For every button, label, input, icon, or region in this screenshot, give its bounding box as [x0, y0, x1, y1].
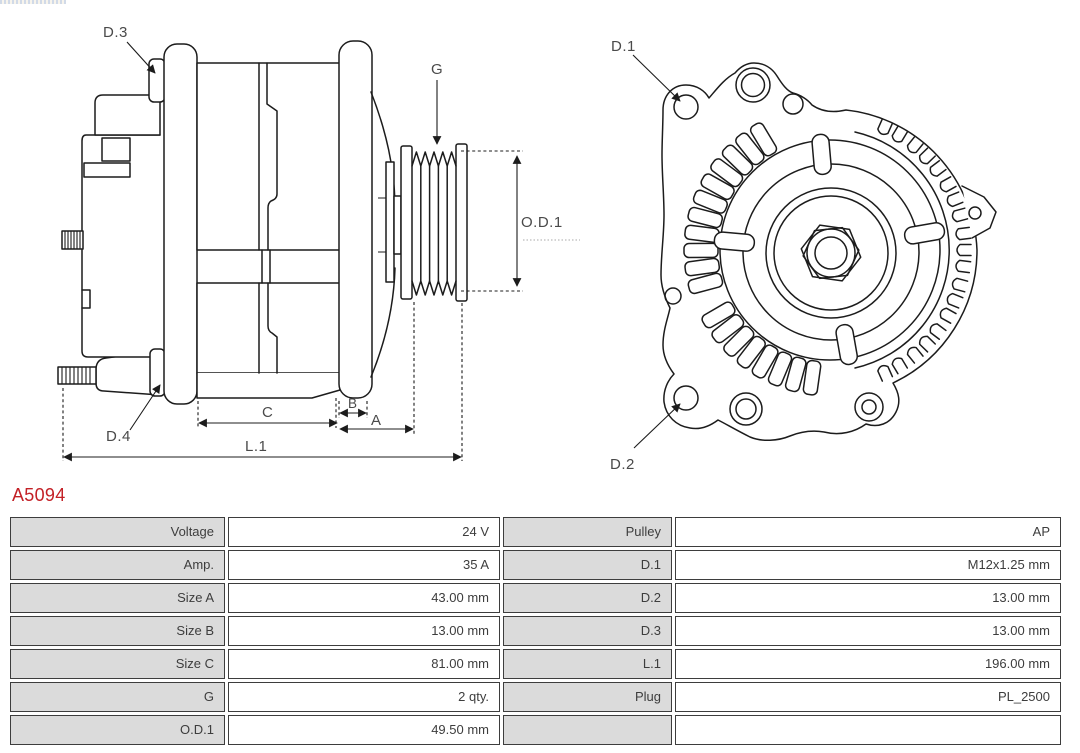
spec-label: Voltage	[10, 517, 225, 547]
spec-value: 2 qty.	[228, 682, 500, 712]
spec-label: D.2	[503, 583, 672, 613]
spec-label: Size B	[10, 616, 225, 646]
spec-value	[675, 715, 1061, 745]
dim-label-d2: D.2	[610, 456, 635, 473]
dim-label-a: A	[371, 412, 382, 429]
spec-value: PL_2500	[675, 682, 1061, 712]
spec-label	[503, 715, 672, 745]
spec-label: Pulley	[503, 517, 672, 547]
spec-value: 13.00 mm	[675, 616, 1061, 646]
dim-label-b: B	[348, 396, 358, 411]
spec-label: G	[10, 682, 225, 712]
spec-label: D.1	[503, 550, 672, 580]
dim-label-d4: D.4	[106, 428, 131, 445]
spec-label: L.1	[503, 649, 672, 679]
dim-label-g: G	[431, 61, 444, 78]
spec-table	[10, 517, 1063, 745]
dim-label-d3: D.3	[103, 24, 128, 41]
spec-label: Size A	[10, 583, 225, 613]
spec-label: Size C	[10, 649, 225, 679]
spec-value: 196.00 mm	[675, 649, 1061, 679]
spec-value: 49.50 mm	[228, 715, 500, 745]
spec-value: 13.00 mm	[228, 616, 500, 646]
spec-label: Amp.	[10, 550, 225, 580]
spec-value: 24 V	[228, 517, 500, 547]
dim-label-d1: D.1	[611, 38, 636, 55]
spec-value: 13.00 mm	[675, 583, 1061, 613]
spec-value: 81.00 mm	[228, 649, 500, 679]
dim-label-c: C	[262, 404, 274, 421]
spec-value: 35 A	[228, 550, 500, 580]
spec-value: AP	[675, 517, 1061, 547]
spec-value: 43.00 mm	[228, 583, 500, 613]
dim-label-l1: L.1	[245, 438, 268, 455]
front-view-drawing	[610, 38, 996, 473]
spec-label: Plug	[503, 682, 672, 712]
spec-value: M12x1.25 mm	[675, 550, 1061, 580]
spec-label: D.3	[503, 616, 672, 646]
spec-label: O.D.1	[10, 715, 225, 745]
dim-label-od1: O.D.1	[521, 214, 563, 231]
side-view-drawing	[58, 24, 580, 461]
part-number: A5094	[12, 485, 66, 505]
